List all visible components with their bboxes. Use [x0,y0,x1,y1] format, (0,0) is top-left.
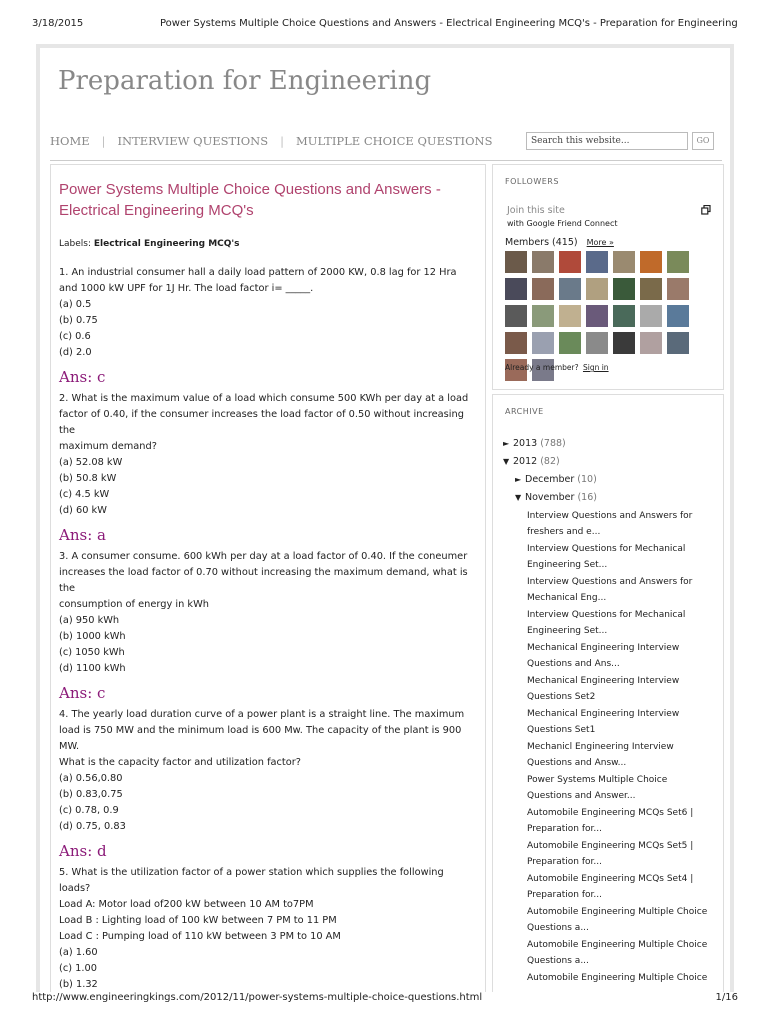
answer-key: Ans: d [59,842,107,860]
member-avatar[interactable] [505,332,527,354]
question-line: and 1000 kW UPF for 1J Hr. The load factor i= _____. [59,283,314,294]
member-avatar[interactable] [532,278,554,300]
question-line: 2. What is the maximum value of a load which consume 500 KWh per day at a load [59,393,469,404]
archive-post-link[interactable] [527,575,718,606]
answer-option: (b) 1000 kWh [59,631,126,642]
archive-post-line[interactable]: Questions a... [527,955,589,966]
nav-interview-questions[interactable]: INTERVIEW QUESTIONS [117,134,269,148]
question-line: What is the capacity factor and utilization factor? [59,757,301,768]
question-block [59,391,477,545]
member-avatar[interactable] [640,278,662,300]
member-avatar[interactable] [505,251,527,273]
member-avatar[interactable] [640,305,662,327]
archive-post-line[interactable]: Interview Questions for Mechanical [527,610,686,620]
google-friend-connect: with Google Friend Connect [507,219,618,228]
archive-year[interactable] [503,435,718,453]
archive-post-line[interactable]: Questions and Answ... [527,757,627,768]
answer-option: (d) 1100 kWh [59,663,126,674]
members-count [505,237,614,248]
archive-post-links [503,509,718,987]
archive-post-line[interactable]: Questions and Ans... [527,658,620,669]
member-avatar[interactable] [613,332,635,354]
archive-post-line[interactable]: Preparation for... [527,823,602,834]
archive-post-link[interactable] [527,674,718,705]
archive-post-link[interactable] [527,806,718,837]
archive-title: ARCHIVE [505,407,544,416]
archive-post-line[interactable]: Automobile Engineering Multiple Choice [527,973,708,983]
print-date: 3/18/2015 [32,18,84,29]
member-avatar[interactable] [559,305,581,327]
member-avatar[interactable] [613,305,635,327]
expand-arrow-icon[interactable]: ► [515,475,522,484]
archive-count: (788) [540,438,566,449]
archive-list [503,435,718,989]
sign-in-link[interactable]: Sign in [582,363,609,372]
archive-post-line[interactable]: Automobile Engineering MCQs Set6 | [527,808,694,818]
member-avatar[interactable] [532,332,554,354]
blog-title[interactable]: Preparation for Engineering [58,66,432,96]
main-nav [50,134,504,148]
archive-widget [492,394,724,992]
member-avatar[interactable] [586,278,608,300]
question-line: load is 750 MW and the minimum load is 600 Mw. The capacity of the plant is 900 MW. [59,725,462,752]
member-avatar[interactable] [532,251,554,273]
archive-post-line[interactable]: Preparation for... [527,856,602,867]
members-label: Members (415) [505,237,578,248]
archive-post-line[interactable]: Mechanical Engineering Interview [527,709,680,719]
nav-separator: | [101,134,106,148]
question-line: factor of 0.40, if the consumer increases the load factor of 0.50 without increasing the [59,409,464,436]
question-text [59,265,477,297]
archive-post-link[interactable] [527,872,718,903]
archive-post-link[interactable] [527,509,718,540]
archive-post-line[interactable]: Questions Set2 [527,691,596,702]
member-avatar[interactable] [505,278,527,300]
archive-post-line[interactable]: Automobile Engineering MCQs Set4 | [527,874,694,884]
question-line: Load B : Lighting load of 100 kW between 7 PM to 11 PM [59,915,337,926]
archive-post-line[interactable]: Questions a... [527,922,589,933]
archive-post-line[interactable]: Automobile Engineering Multiple Choice [527,940,708,950]
already-member [505,363,609,372]
archive-year-label[interactable]: 2012 [513,456,538,467]
archive-post-line[interactable]: Power Systems Multiple Choice [527,775,668,785]
blog-page [40,48,730,992]
member-avatar[interactable] [559,251,581,273]
archive-post-line[interactable]: Interview Questions and Answers for [527,577,693,587]
nav-divider [50,160,722,161]
archive-count: (82) [540,456,560,467]
answer-option: (a) 950 kWh [59,615,120,626]
archive-post-link[interactable] [527,608,718,639]
question-block [59,865,477,992]
question-block [59,707,477,861]
label-link[interactable]: Electrical Engineering MCQ's [93,239,240,249]
archive-post-line[interactable]: Interview Questions for Mechanical [527,544,686,554]
member-avatar[interactable] [667,278,689,300]
answer-key: Ans: a [59,526,106,544]
member-avatar[interactable] [667,305,689,327]
answer-option: (a) 0.56,0.80 [59,773,123,784]
answer-option: (d) 0.75, 0.83 [59,821,126,832]
answer-option: (b) 0.83,0.75 [59,789,123,800]
answer-key: Ans: c [59,368,106,386]
answer-option: (d) 60 kW [59,505,107,516]
already-member-text: Already a member? [505,363,579,372]
question-text [59,549,477,613]
answer-option: (c) 4.5 kW [59,489,110,500]
post-title[interactable]: Power Systems Multiple Choice Questions and Answers - Electrical Engineering MCQ's [59,181,441,219]
archive-post-line[interactable]: Automobile Engineering MCQs Set5 | [527,841,694,851]
archive-post-line[interactable]: Questions and Answer... [527,790,636,801]
archive-count: (10) [577,474,597,485]
member-avatar[interactable] [613,278,635,300]
expand-arrow-icon[interactable]: ▼ [515,493,522,502]
answer-option: (a) 1.60 [59,947,98,958]
expand-arrow-icon[interactable]: ► [503,439,510,448]
post-body [50,164,486,992]
archive-post-line[interactable]: Mechanical Eng... [527,592,607,603]
answer-option: (a) 0.5 [59,299,92,310]
archive-post-line[interactable]: Engineering Set... [527,559,608,570]
question-block [59,265,477,387]
question-line: 5. What is the utilization factor of a power station which supplies the following loads? [59,867,444,894]
member-avatar[interactable] [667,251,689,273]
answer-option: (c) 1.00 [59,963,97,974]
question-text [59,865,477,945]
question-line: maximum demand? [59,441,157,452]
question-list [59,265,477,992]
archive-year[interactable] [503,453,718,471]
answer-option: (c) 1050 kWh [59,647,125,658]
answer-option: (c) 0.78, 0.9 [59,805,119,816]
join-site-link[interactable]: Join this site [507,205,565,216]
archive-post-link[interactable] [527,707,718,738]
archive-post-line[interactable]: Mechanical Engineering Interview [527,676,680,686]
member-avatar[interactable] [586,305,608,327]
archive-post-line[interactable]: Questions Set1 [527,724,596,735]
question-line: Load C : Pumping load of 110 kW between 3 PM to 10 AM [59,931,341,942]
print-page-number: 1/16 [715,992,738,1003]
question-line: Load A: Motor load of200 kW between 10 AM to7PM [59,899,314,910]
print-url: http://www.engineeringkings.com/2012/11/power-systems-multiple-choice-questions.html [32,992,483,1003]
question-block [59,549,477,703]
archive-post-line[interactable]: Mechanical Engineering Interview [527,643,680,653]
question-text [59,391,477,455]
search-input[interactable]: Search this website... [526,132,688,150]
question-line: 3. A consumer consume. 600 kWh per day at a load factor of 0.40. If the coneumer [59,551,468,562]
archive-post-line[interactable]: Engineering Set... [527,625,608,636]
member-avatar[interactable] [505,305,527,327]
answer-option: (a) 52.08 kW [59,457,123,468]
question-line: consumption of energy in kWh [59,599,209,610]
member-avatar[interactable] [532,305,554,327]
question-line: 4. The yearly load duration curve of a power plant is a straight line. The maximum [59,709,465,720]
archive-post-link[interactable] [527,938,718,969]
blog-frame [36,44,734,992]
archive-post-link[interactable] [527,740,718,771]
archive-post-link[interactable] [527,971,718,987]
member-avatar[interactable] [640,332,662,354]
post-labels [59,239,477,249]
nav-multiple-choice-questions[interactable]: MULTIPLE CHOICE QUESTIONS [296,134,493,148]
answer-option: (d) 2.0 [59,347,92,358]
answer-option: (b) 0.75 [59,315,98,326]
answer-option: (b) 50.8 kW [59,473,117,484]
archive-count: (16) [577,492,597,503]
answer-option: (b) 1.32 [59,979,98,990]
followers-widget [492,164,724,390]
archive-post-line[interactable]: freshers and e... [527,526,601,537]
followers-title: FOLLOWERS [505,177,559,186]
member-avatar[interactable] [613,251,635,273]
member-avatar[interactable] [559,278,581,300]
copy-icon[interactable] [701,205,711,215]
nav-home[interactable]: HOME [50,134,90,148]
archive-post-link[interactable] [527,773,718,804]
member-avatar[interactable] [586,332,608,354]
archive-post-link[interactable] [527,641,718,672]
member-avatar[interactable] [586,251,608,273]
archive-post-link[interactable] [527,839,718,870]
archive-post-line[interactable]: Mechanicl Engineering Interview [527,742,674,752]
nav-separator: | [280,134,285,148]
member-avatar[interactable] [640,251,662,273]
answer-key: Ans: c [59,684,106,702]
archive-post-line[interactable]: Interview Questions and Answers for [527,511,693,521]
archive-post-link[interactable] [527,905,718,936]
expand-arrow-icon[interactable]: ▼ [503,457,510,466]
archive-post-line[interactable]: Automobile Engineering Multiple Choice [527,907,708,917]
search-go-button[interactable]: GO [692,132,714,150]
archive-month-label[interactable]: December [525,474,575,485]
archive-post-link[interactable] [527,542,718,573]
answer-option: (c) 0.6 [59,331,91,342]
question-line: increases the load factor of 0.70 without increasing the maximum demand, what is the [59,567,468,594]
print-page-title: Power Systems Multiple Choice Questions and Answers - Electrical Engineering MCQ's - Preparation for Engineering [160,18,738,29]
archive-post-line[interactable]: Preparation for... [527,889,602,900]
archive-year-label[interactable]: 2013 [513,438,538,449]
member-avatar[interactable] [559,332,581,354]
more-members-link[interactable]: More » [586,238,614,247]
archive-month[interactable] [503,471,718,489]
member-avatar[interactable] [667,332,689,354]
question-text [59,707,477,771]
question-line: 1. An industrial consumer hall a daily load pattern of 2000 KW, 0.8 lag for 12 Hra [59,267,457,278]
labels-prefix: Labels: [59,239,92,249]
archive-month[interactable] [503,489,718,507]
archive-month-label[interactable]: November [525,492,575,503]
